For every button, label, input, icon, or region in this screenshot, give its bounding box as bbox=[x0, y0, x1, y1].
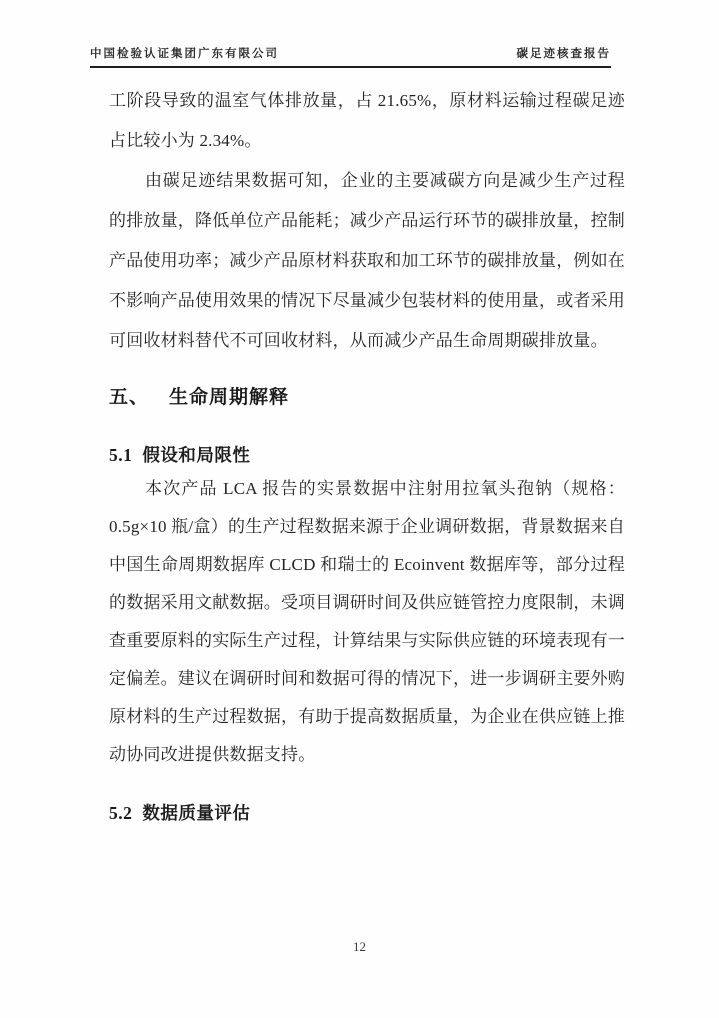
paragraph-carbon-reduction-directions: 由碳足迹结果数据可知，企业的主要减碳方向是减少生产过程的排放量，降低单位产品能耗；减少产品运行环节的碳排放量，控制产品使用功率；减少产品原材料获取和加工环节的碳排放量，例如在不影响产品使用效果的情况下尽量减少包装材料的使用量，或者采用可回收材料替代不可回收材料，从而减少产品生命周期碳排放量。 bbox=[109, 171, 625, 350]
subsection-heading-data-quality bbox=[109, 798, 625, 828]
header-company-name: 中国检验认证集团广东有限公司 bbox=[90, 48, 279, 60]
paragraph-assumptions-limitations: 本次产品 LCA 报告的实景数据中注射用拉氧头孢钠（规格：0.5g×10 瓶/盒）的生产过程数据来源于企业调研数据，背景数据来自中国生命周期数据库 CLCD 和瑞士的 Ecoinvent 数据库等，部分过程的数据采用文献数据。受项目调研时间及供应链管控力度限制，未调查重要原料的实际生产过程，计算结果与实际供应链的环境表现有一定偏差。建议在调研时间和数据可得的情况下，进一步调研主要外购原材料的生产过程数据，有助于提高数据质量，为企业在供应链上推动协同改进提供数据支持。 bbox=[109, 479, 625, 764]
document-body bbox=[109, 81, 625, 828]
subsection-number: 5.2 bbox=[109, 803, 133, 823]
page-number: 12 bbox=[353, 939, 366, 954]
subsection-heading-assumptions-limitations bbox=[109, 440, 625, 470]
section-number: 五、 bbox=[109, 387, 150, 408]
subsection-title: 数据质量评估 bbox=[142, 803, 251, 823]
subsection-number: 5.1 bbox=[109, 445, 133, 465]
page-header bbox=[90, 45, 611, 68]
subsection-title: 假设和局限性 bbox=[142, 445, 251, 465]
header-report-title: 碳足迹核查报告 bbox=[516, 48, 611, 60]
section-heading-lifecycle-interpretation bbox=[109, 383, 625, 413]
section-title: 生命周期解释 bbox=[169, 387, 290, 408]
paragraph-emissions-share: 工阶段导致的温室气体排放量，占 21.65%，原材料运输过程碳足迹占比较小为 2.34%。 bbox=[109, 91, 625, 150]
page-footer bbox=[0, 937, 719, 957]
